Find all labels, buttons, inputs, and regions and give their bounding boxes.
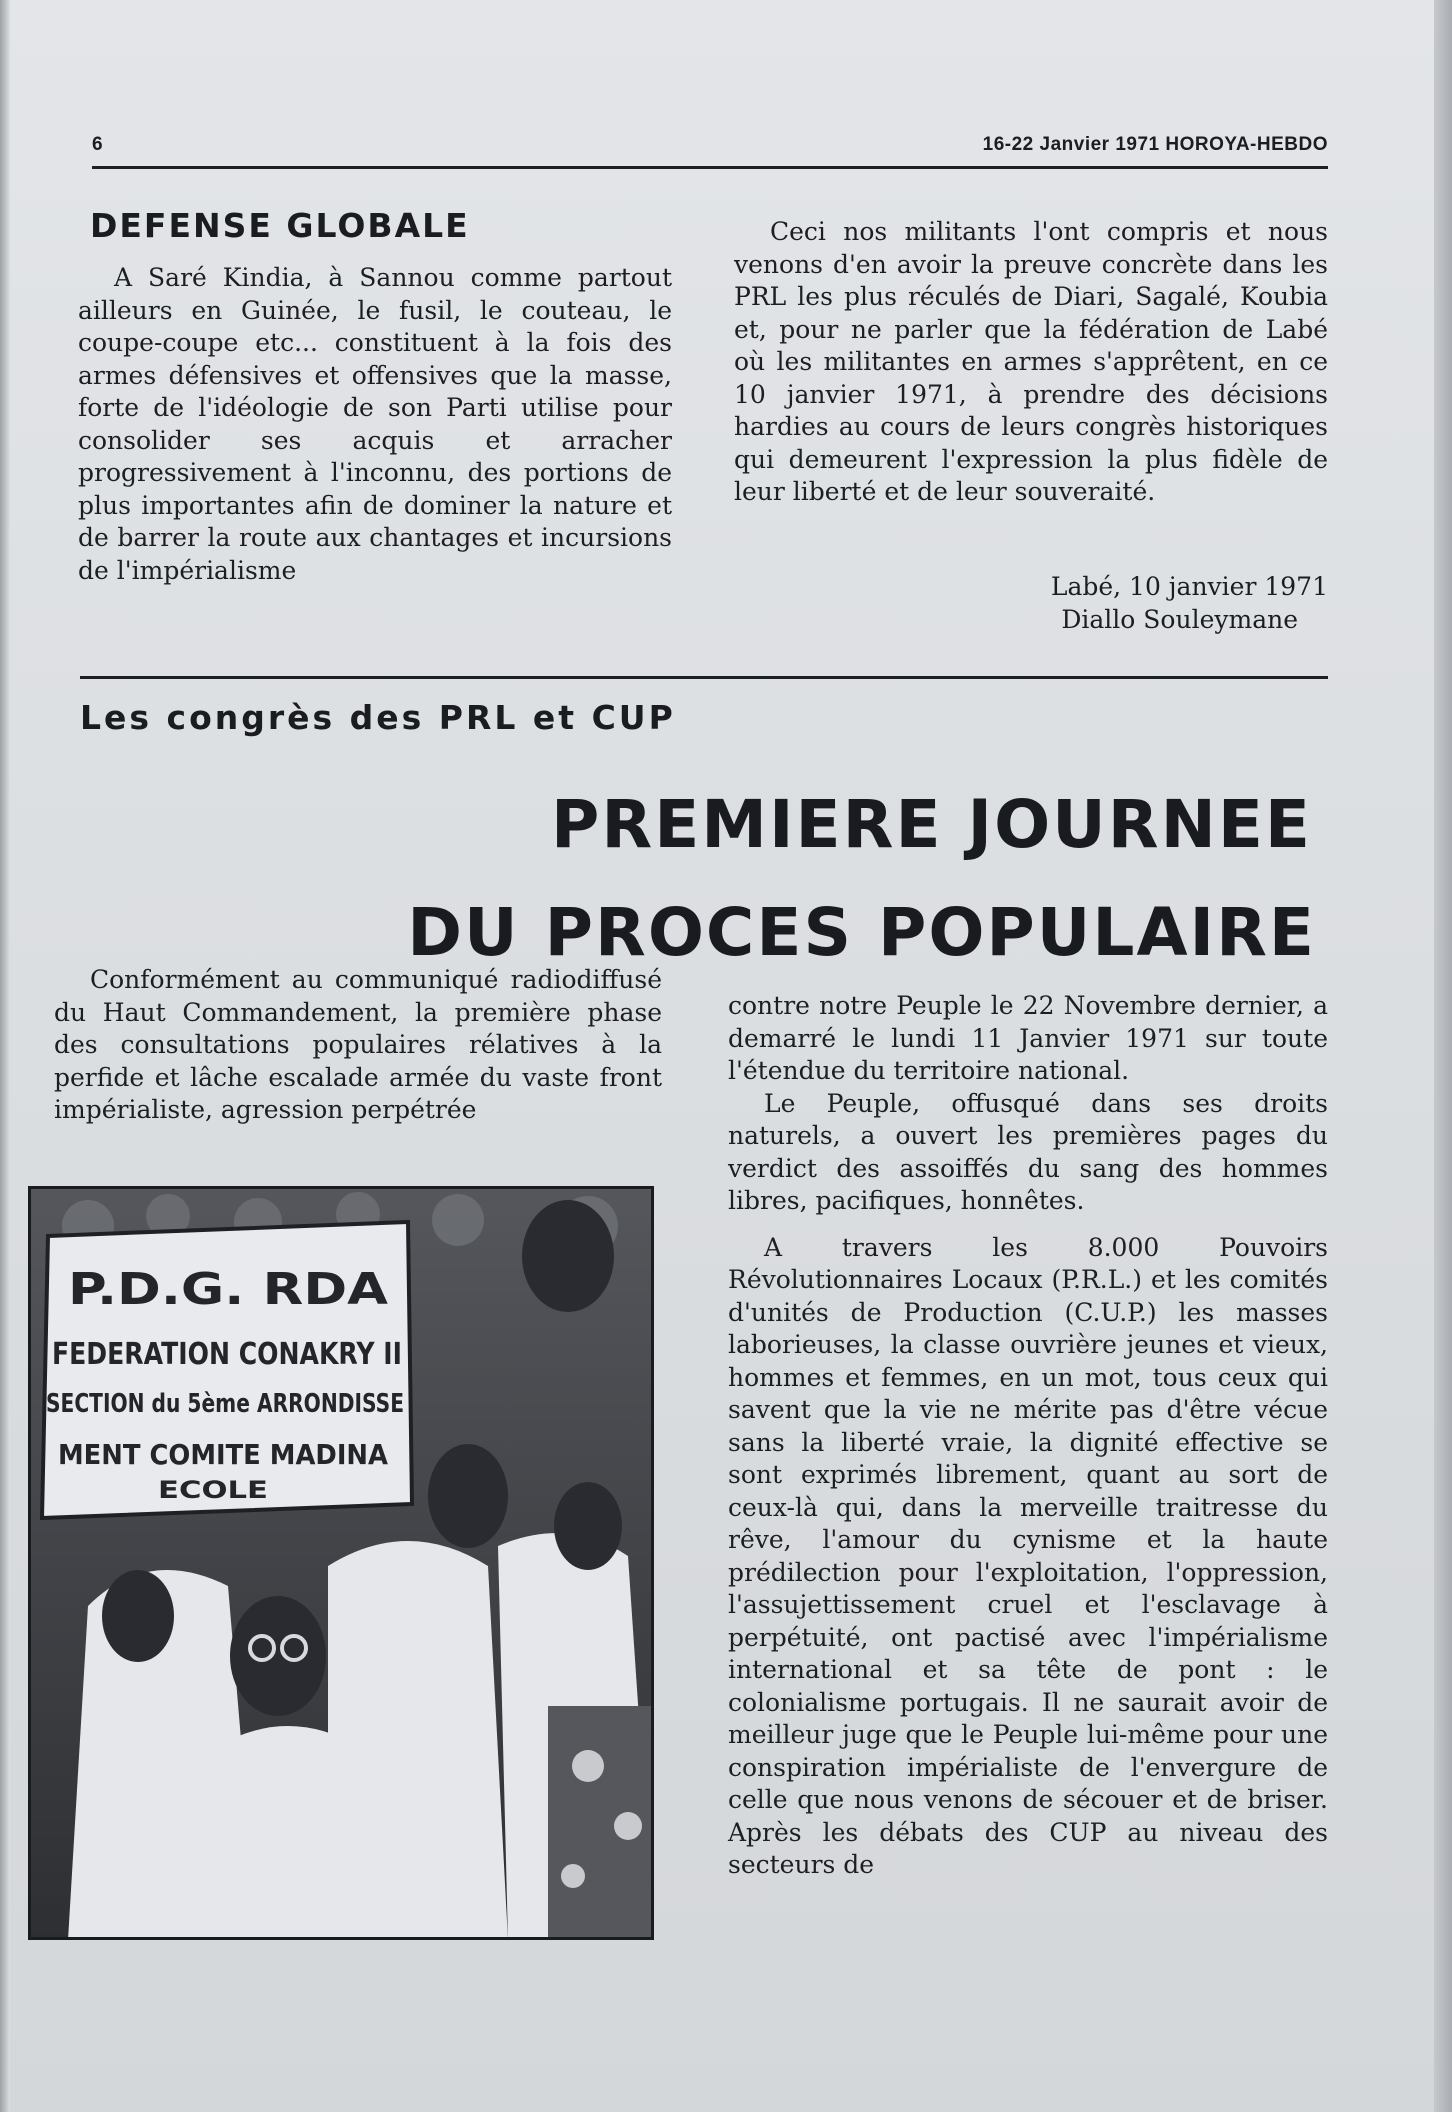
article-right-p2: Le Peuple, offusqué dans ses droits naturels, a ouvert les premières pages du verdict des assoiffés du sang des hommes libres, pacifiques, honnêtes.	[728, 1088, 1328, 1215]
banner-line-1: P.D.G. RDA	[68, 1264, 388, 1315]
banner-line-5: ECOLE	[158, 1476, 268, 1504]
article-left-column	[54, 964, 662, 1127]
defense-author: Diallo Souleymane	[1061, 605, 1298, 634]
section-divider-rule	[80, 676, 1328, 679]
article-right-column	[728, 990, 1328, 1882]
page-left-shadow	[0, 0, 10, 2112]
banner-line-3: SECTION du 5ème ARRONDISSE	[46, 1389, 404, 1419]
defense-title: DEFENSE GLOBALE	[90, 206, 470, 245]
defense-right-paragraph: Ceci nos militants l'ont compris et nous venons d'en avoir la preuve concrète dans les PRL les plus réculés de Diari, Sagalé, Koubia et, pour ne parler que la fédération de Labé où les militantes en armes s'apprêtent, en ce 10 janvier 1971, à prendre des décisions hardies au cours de leurs congrès historiques qui demeurent l'expression la plus fidèle de leur liberté et de leur souveraité.	[734, 217, 1328, 506]
article-kicker: Les congrès des PRL et CUP	[80, 698, 676, 737]
article-left-paragraph: Conformément au communiqué radiodiffusé du Haut Commandement, la première phase des consultations populaires rélatives à la perfide et lâche escalade armée du vaste front impérialiste, agression perpétrée	[54, 965, 662, 1124]
defense-left-column	[78, 262, 672, 587]
banner-line-4: MENT COMITE MADINA	[58, 1438, 389, 1471]
banner-sign	[42, 1222, 412, 1518]
banner-line-2: FEDERATION CONAKRY II	[52, 1337, 402, 1372]
defense-signature	[908, 570, 1328, 636]
article-right-p1: contre notre Peuple le 22 Novembre dernier, a demarré le lundi 11 Janvier 1971 sur toute l'étendue du territoire national.	[728, 991, 1328, 1085]
page-header	[92, 134, 1328, 168]
issue-info: 16-22 Janvier 1971 HOROYA-HEBDO	[982, 134, 1328, 155]
patterned-cloth	[548, 1706, 654, 1940]
photo-illustration	[28, 1186, 654, 1940]
article-right-p3: A travers les 8.000 Pouvoirs Révolutionnaires Locaux (P.R.L.) et les comités d'unités de Production (C.U.P.) les masses laborieuses, la classe ouvrière jeunes et vieux, hommes et femmes, en un mot, tous ceux qui savent que la vie ne mérite pas d'être vécue sans la liberté vraie, la dignité effective se sont exprimés librement, quant au sort de ceux-là qui, dans la merveille traitresse du rêve, l'amour du cynisme et la haute prédilection pour l'exploitation, l'oppression, l'assujettissement cruel et l'esclavage à perpétuité, ont pactisé avec l'impérialisme international et sa tête de pont : le colonialisme portugais. Il ne saurait avoir de meilleur juge que le Peuple lui-même pour une conspiration impérialiste de l'envergure de celle que nous venons de sécouer et de briser. Après les débats des CUP au niveau des secteurs de	[728, 1232, 1328, 1879]
article-photo	[28, 1186, 654, 1940]
defense-paragraph: A Saré Kindia, à Sannou comme partout ailleurs en Guinée, le fusil, le couteau, le coupe-coupe etc... constituent à la fois des armes défensives et offensives que la masse, forte de l'idéologie de son Parti utilise pour consolider ses acquis et arracher progressivement à l'inconnu, des portions de plus importantes afin de dominer la nature et de barrer la route aux chantages et incursions de l'impérialisme	[78, 263, 672, 585]
defense-dateline: Labé, 10 janvier 1971	[1050, 572, 1328, 601]
page-binding-edge	[1434, 0, 1452, 2112]
defense-right-column	[734, 216, 1328, 509]
headline-line-2: DU PROCES POPULAIRE	[407, 894, 1316, 971]
page-number: 6	[92, 134, 103, 155]
header-rule	[92, 166, 1328, 169]
headline-line-1: PREMIERE JOURNEE	[551, 786, 1312, 863]
